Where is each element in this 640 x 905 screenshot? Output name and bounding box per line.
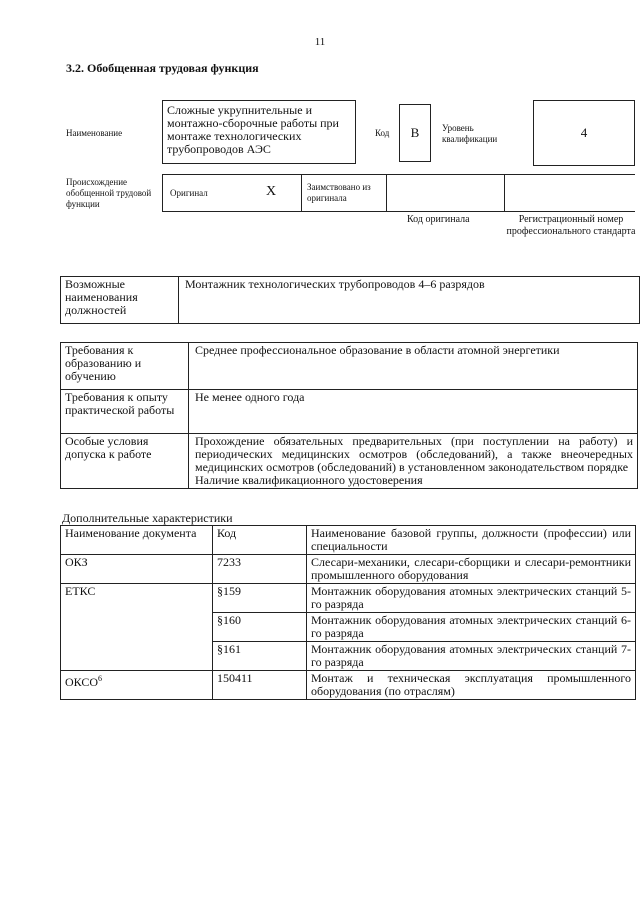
table-row — [61, 555, 636, 584]
name-value: Сложные укрупнительные и монтажно-сборочные работы при монтаже технологических трубопроводов АЭС — [167, 103, 339, 156]
doc-cell-text: ОКСО — [65, 675, 99, 689]
origin-label: Происхождение обобщенной трудовой функции — [66, 177, 152, 209]
table-row — [61, 584, 636, 613]
group-name-cell: Слесари-механики, слесари-сборщики и слесари-ремонтники промышленного оборудования — [307, 555, 636, 584]
requirement-value-text: Прохождение обязательных предварительных (при поступлении на работу) и периодических медицинских осмотров (обследований), а также внеочередных медицинских осмотров (обследований) в установленном законодательством порядке — [195, 434, 633, 474]
positions-row — [61, 277, 640, 324]
table-row — [61, 671, 636, 700]
code-label: Код — [375, 128, 390, 138]
reg-number-caption: Регистрационный номер профессионального стандарта — [506, 214, 636, 237]
level-value: 4 — [580, 125, 588, 140]
doc-cell — [61, 671, 213, 700]
requirement-label: Требования к образованию и обучению — [61, 343, 189, 390]
requirement-row — [61, 434, 638, 489]
positions-label: Возможные наименования должностей — [61, 277, 179, 324]
group-name-cell: Монтажник оборудования атомных электрических станций 5-го разряда — [307, 584, 636, 613]
code-cell: §159 — [213, 584, 307, 613]
group-name-cell: Монтажник оборудования атомных электрических станций 7-го разряда — [307, 642, 636, 671]
name-value-box — [162, 100, 356, 164]
requirement-value — [189, 434, 638, 489]
original-mark: X — [266, 184, 277, 199]
group-name-cell: Монтаж и техническая эксплуатация промышленного оборудования (по отраслям) — [307, 671, 636, 700]
doc-cell: ОКЗ — [61, 555, 213, 584]
footnote-mark: 6 — [98, 674, 103, 683]
code-value-box — [399, 104, 431, 162]
borrowed-label: Заимствовано из оригинала — [307, 182, 371, 203]
code-cell: 7233 — [213, 555, 307, 584]
code-value: B — [410, 125, 420, 140]
requirements-table — [60, 342, 638, 489]
original-label: Оригинал — [170, 188, 208, 198]
code-cell: 150411 — [213, 671, 307, 700]
requirement-row — [61, 343, 638, 390]
additional-table — [60, 525, 636, 700]
positions-value: Монтажник технологических трубопроводов 4–6 разрядов — [179, 277, 640, 324]
code-cell: §160 — [213, 613, 307, 642]
level-label: Уровень квалификации — [442, 123, 498, 144]
header-group-name: Наименование базовой группы, должности (профессии) или специальности — [307, 526, 636, 555]
requirement-value: Не менее одного года — [189, 390, 638, 434]
requirement-value: Среднее профессиональное образование в области атомной энергетики — [189, 343, 638, 390]
group-name-cell: Монтажник оборудования атомных электрических станций 6-го разряда — [307, 613, 636, 642]
code-original-cell — [386, 174, 505, 212]
code-cell: §161 — [213, 642, 307, 671]
header-document: Наименование документа — [61, 526, 213, 555]
doc-cell: ЕТКС — [61, 584, 213, 671]
positions-table — [60, 276, 640, 324]
requirement-label: Требования к опыту практической работы — [61, 390, 189, 434]
requirement-value-text-2: Наличие квалификационного удостоверения — [195, 473, 423, 487]
additional-title: Дополнительные характеристики — [62, 511, 233, 525]
reg-number-cell — [504, 174, 635, 212]
section-title: 3.2. Обобщенная трудовая функция — [66, 61, 259, 75]
name-label: Наименование — [66, 128, 123, 138]
header-code: Код — [213, 526, 307, 555]
requirement-row — [61, 390, 638, 434]
additional-header-row — [61, 526, 636, 555]
level-value-box — [533, 100, 635, 166]
requirement-label: Особые условия допуска к работе — [61, 434, 189, 489]
page-number: 11 — [314, 36, 326, 48]
code-original-caption: Код оригинала — [407, 214, 470, 225]
